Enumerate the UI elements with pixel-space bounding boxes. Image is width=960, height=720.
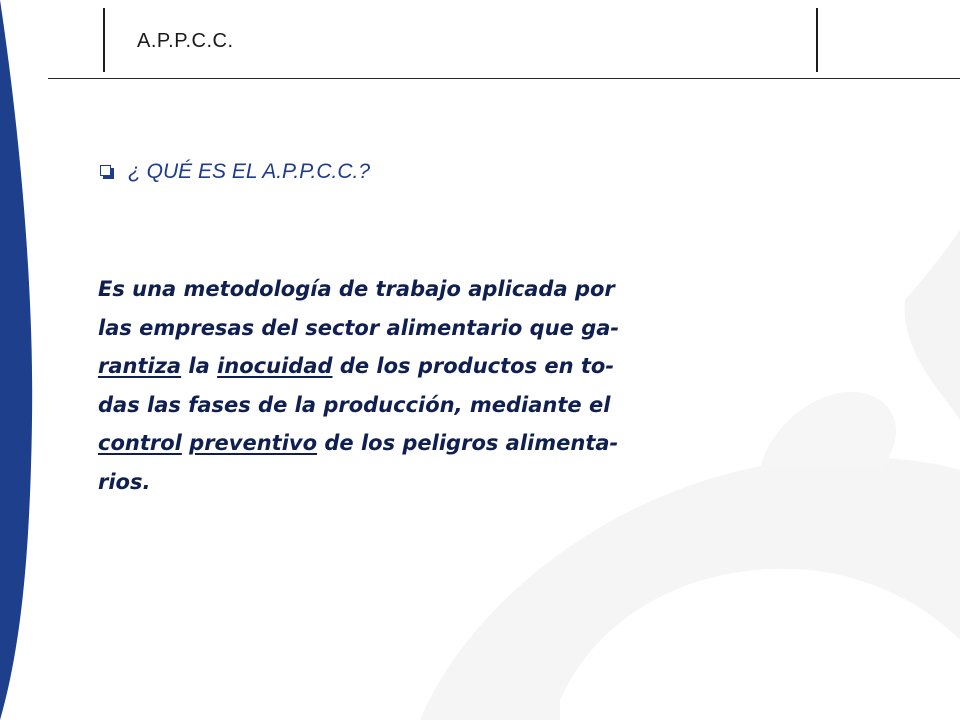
section-heading-text: ¿ QUÉ ES EL A.P.P.C.C.? [128, 160, 371, 183]
underlined-term-rantiza: rantiza [98, 354, 182, 378]
paragraph-line [98, 424, 778, 463]
text-segment: las empresas del sector alimentario que ga- [98, 315, 620, 340]
text-segment: de los peligros alimenta- [317, 431, 619, 455]
header-rule [48, 78, 960, 79]
text-segment: de los productos en to- [332, 354, 615, 378]
paragraph-line [98, 347, 778, 386]
paragraph-line [98, 463, 778, 502]
paragraph-line [98, 270, 778, 309]
underlined-term-inocuidad: inocuidad [217, 354, 333, 378]
underlined-term-control: control [98, 431, 182, 455]
left-blue-band [0, 0, 32, 720]
section-heading [100, 160, 370, 184]
text-segment: das las fases de la producción, mediante el [98, 392, 611, 417]
text-segment: la [181, 354, 218, 378]
page-title: A.P.P.C.C. [137, 30, 234, 52]
header-divider-left [103, 8, 105, 72]
text-segment: rios. [98, 469, 151, 494]
header-divider-right [816, 8, 818, 72]
underlined-term-preventivo: preventivo [189, 431, 318, 455]
paragraph-line [98, 386, 778, 425]
definition-paragraph [98, 270, 778, 501]
square-bullet-icon [100, 165, 114, 179]
paragraph-line [98, 309, 778, 348]
text-segment: Es una metodología de trabajo aplicada por [98, 277, 615, 301]
